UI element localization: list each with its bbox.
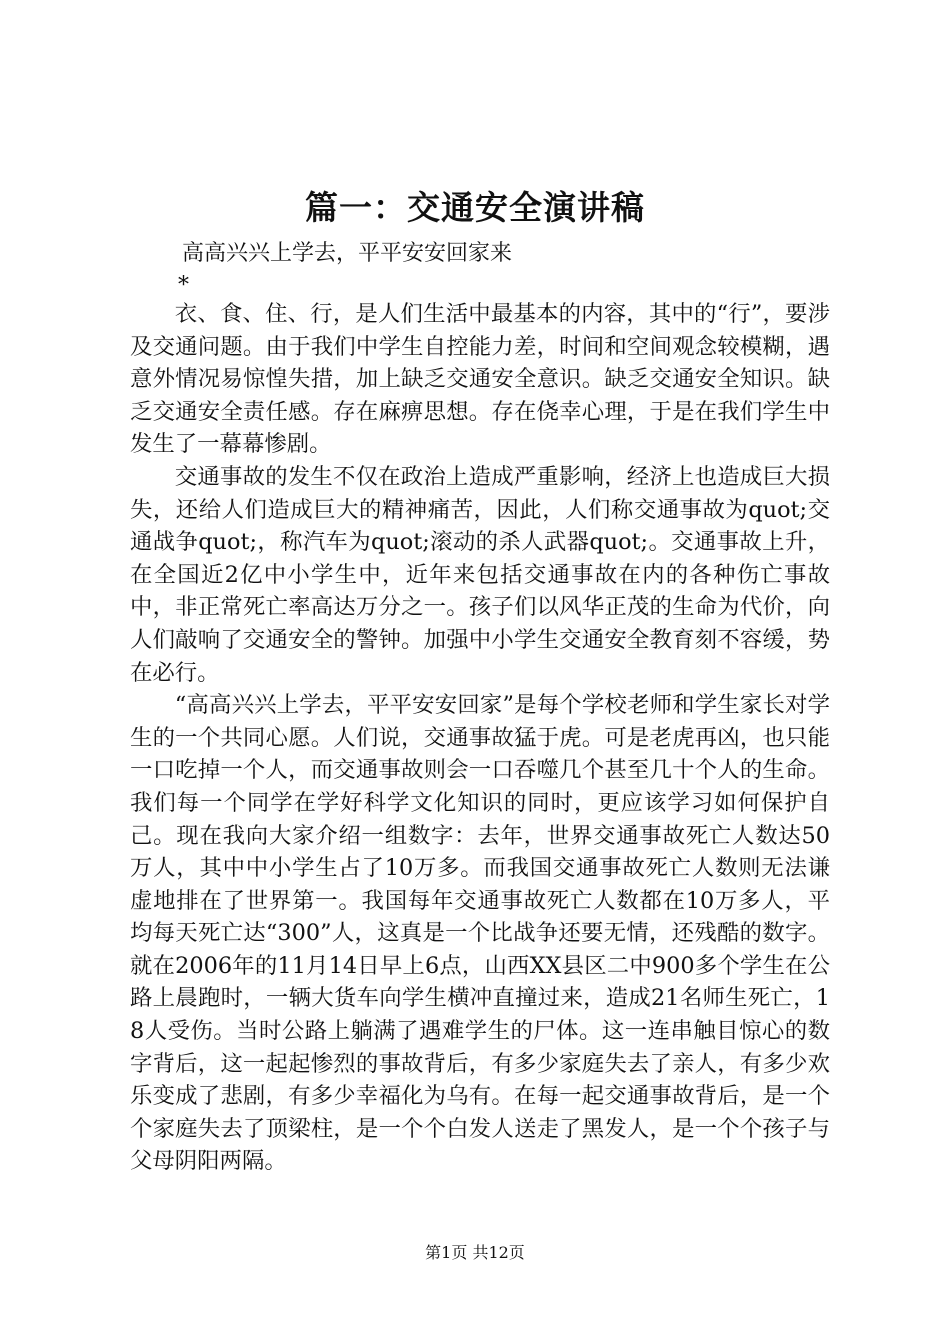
asterisk-marker: * [178,273,189,298]
paragraph-2: 交通事故的发生不仅在政治上造成严重影响，经济上也造成巨大损失，还给人们造成巨大的精神痛苦，因此，人们称交通事故为quot;交通战争quot;，称汽车为quot;滚动的杀人武器quot;。交通事故上升，在全国近2亿中小学生中，近年来包括交通事故在内的各种伤亡事故中，非正常死亡率高达万分之一。孩子们以风华正茂的生命为代价，向人们敲响了交通安全的警钟。加强中小学生交通安全教育刻不容缓，势在必行。 [130,463,830,686]
page-number-footer: 第1页 共12页 [425,1243,525,1262]
body-text [130,298,830,1178]
subtitle: 高高兴兴上学去，平平安安回家来 [182,241,513,266]
paragraph-1: 衣、食、住、行，是人们生活中最基本的内容，其中的“行”，要涉及交通问题。由于我们中学生自控能力差，时间和空间观念较模糊，遇意外情况易惊惶失措，加上缺乏交通安全意识。缺乏交通安全知识。缺乏交通安全责任感。存在麻痹思想。存在侥幸心理，于是在我们学生中发生了一幕幕惨剧。 [130,301,830,458]
page-title: 篇一：交通安全演讲稿 [305,188,645,227]
paragraph-3: “高高兴兴上学去，平平安安回家”是每个学校老师和学生家长对学生的一个共同心愿。人们说，交通事故猛于虎。可是老虎再凶，也只能一口吃掉一个人，而交通事故则会一口吞噬几个甚至几十个人的生命。我们每一个同学在学好科学文化知识的同时，更应该学习如何保护自己。现在我向大家介绍一组数字：去年，世界交通事故死亡人数达50万人，其中中小学生占了10万多。而我国交通事故死亡人数则无法谦虚地排在了世界第一。我国每年交通事故死亡人数都在10万多人，平均每天死亡达“300”人，这真是一个比战争还要无情，还残酷的数字。就在2006年的11月14日早上6点，山西XX县区二中900多个学生在公路上晨跑时，一辆大货车向学生横冲直撞过来，造成21名师生死亡，18人受伤。当时公路上躺满了遇难学生的尸体。这一连串触目惊心的数字背后，这一起起惨烈的事故背后，有多少家庭失去了亲人，有多少欢乐变成了悲剧，有多少幸福化为乌有。在每一起交通事故背后，是一个个家庭失去了顶梁柱，是一个个白发人送走了黑发人，是一个个孩子与父母阴阳两隔。 [130,692,830,1175]
